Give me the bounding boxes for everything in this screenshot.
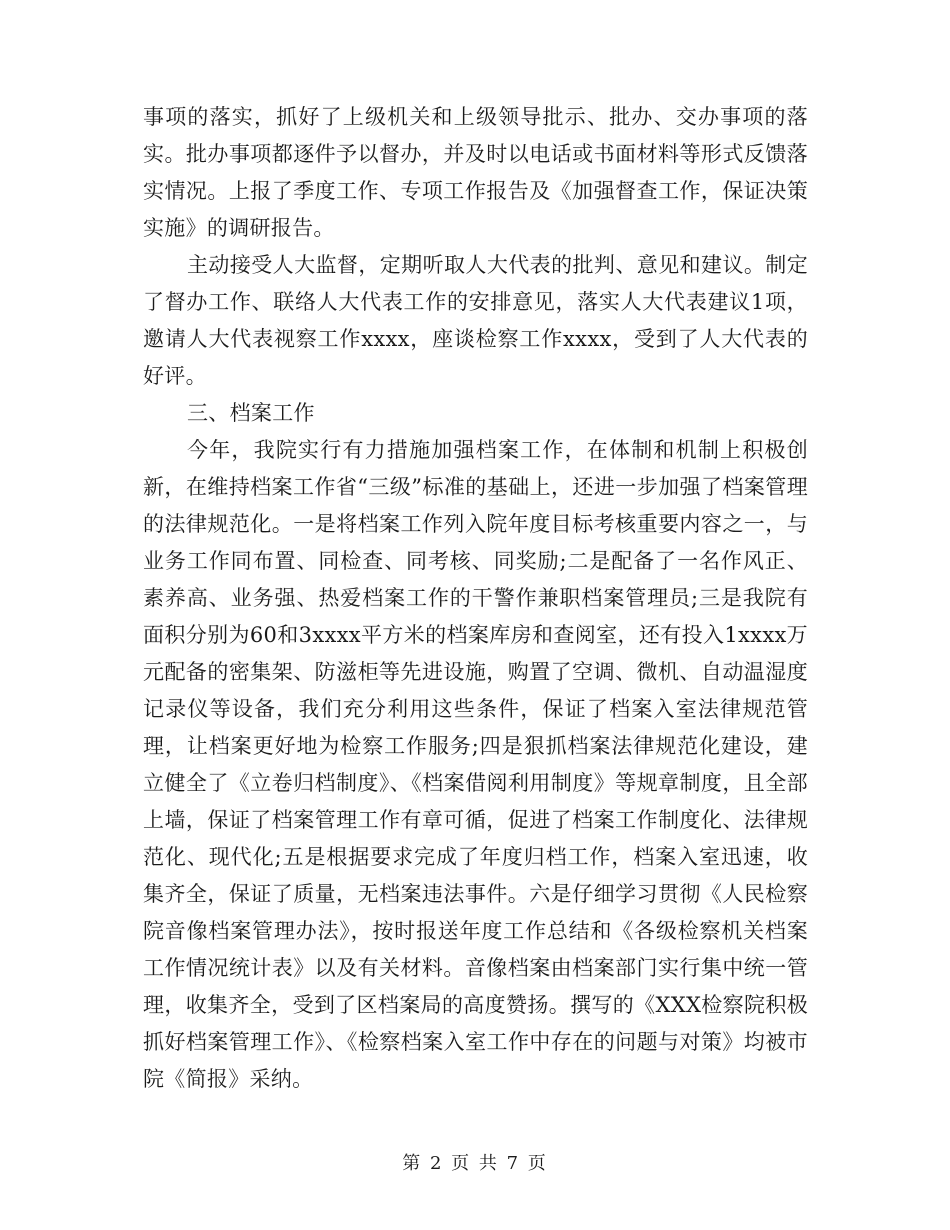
page-number-footer: 第 2 页 共 7 页 (402, 1153, 548, 1174)
document-body (143, 99, 808, 1098)
paragraph-2: 主动接受人大监督，定期听取人大代表的批判、意见和建议。制定了督办工作、联络人大代表工作的安排意见，落实人大代表建议1项，邀请人大代表视察工作xxxx，座谈检察工作xxxx，受到了人大代表的好评。 (143, 253, 808, 388)
paragraph-1: 事项的落实，抓好了上级机关和上级领导批示、批办、交办事项的落实。批办事项都逐件予以督办，并及时以电话或书面材料等形式反馈落实情况。上报了季度工作、专项工作报告及《加强督查工作，保证决策实施》的调研报告。 (143, 105, 808, 240)
paragraph-3: 今年，我院实行有力措施加强档案工作，在体制和机制上积极创新，在维持档案工作省“三级”标准的基础上，还进一步加强了档案管理的法律规范化。一是将档案工作列入院年度目标考核重要内容之一，与业务工作同布置、同检查、同考核、同奖励;二是配备了一名作风正、素养高、业务强、热爱档案工作的干警作兼职档案管理员;三是我院有面积分别为60和3xxxx平方米的档案库房和查阅室，还有投入1xxxx万元配备的密集架、防滋柜等先进设施，购置了空调、微机、自动温湿度记录仪等设备，我们充分利用这些条件，保证了档案入室法律规范管理，让档案更好地为检察工作服务;四是狠抓档案法律规范化建设，建立健全了《立卷归档制度》、《档案借阅利用制度》等规章制度，且全部上墙，保证了档案管理工作有章可循，促进了档案工作制度化、法律规范化、现代化;五是根据要求完成了年度归档工作，档案入室迅速，收集齐全，保证了质量，无档案违法事件。六是仔细学习贯彻《人民检察院音像档案管理办法》，按时报送年度工作总结和《各级检察机关档案工作情况统计表》以及有关材料。音像档案由档案部门实行集中统一管理，收集齐全，受到了区档案局的高度赞扬。撰写的《XXX检察院积极抓好档案管理工作》、《检察档案入室工作中存在的问题与对策》均被市院《简报》采纳。 (143, 438, 808, 1091)
section-heading-archives: 三、档案工作 (187, 401, 315, 425)
